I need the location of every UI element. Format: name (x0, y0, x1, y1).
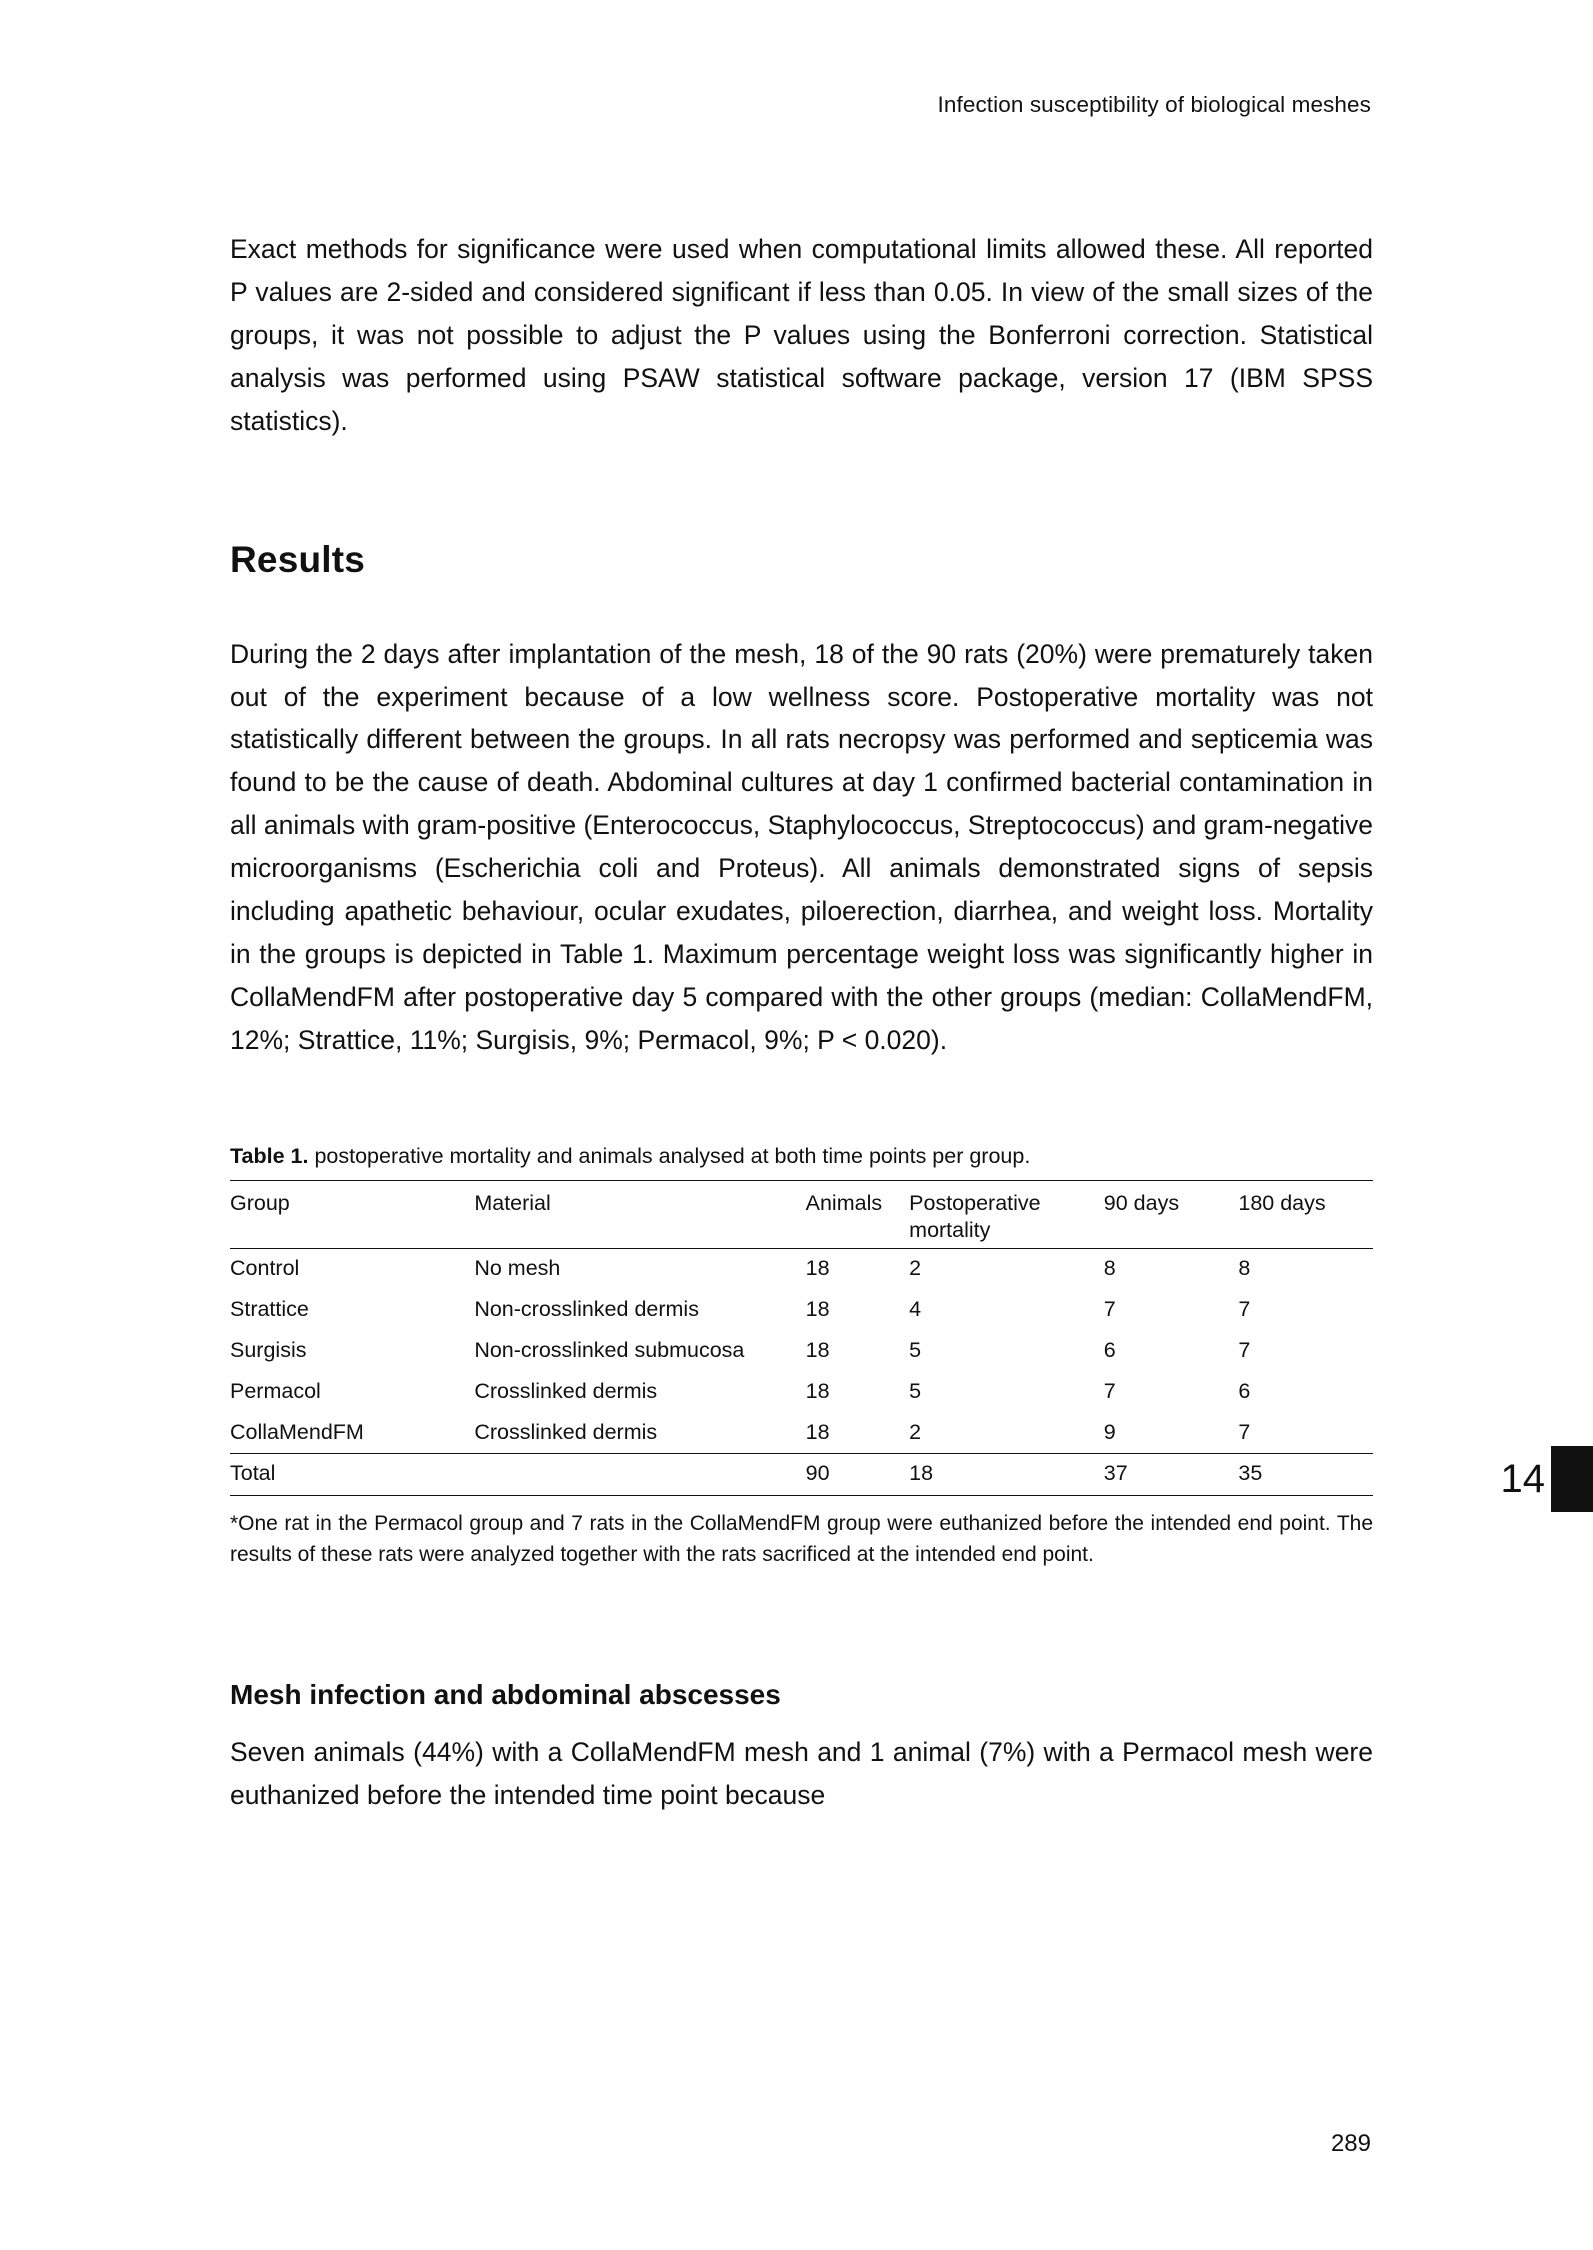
spacer (230, 1711, 1373, 1731)
cell-animals: 18 (806, 1412, 910, 1453)
mortality-table (230, 1180, 1373, 1496)
cell-animals: 18 (805, 1378, 830, 1403)
table-caption-text: postoperative mortality and animals analysed at both time points per group. (308, 1143, 1031, 1168)
chapter-number: 14 (1500, 1457, 1545, 1501)
paragraph-results-body: During the 2 days after implantation of the mesh, 18 of the 90 rats (20%) were prematurely taken out of the experiment because of a low wellness score. Postoperative mortality was not statistically different between the groups. In all rats necropsy was performed and septicemia was found to be the cause of death. Abdominal cultures at day 1 confirmed bacterial contamination in all animals with gram-positive (Enterococcus, Staphylococcus, Streptococcus) and gram-negative microorganisms (Escherichia coli and Proteus). All animals demonstrated signs of sepsis including apathetic behaviour, ocular exudates, piloerection, diarrhea, and weight loss. Mortality in the groups is depicted in Table 1. Maximum percentage weight loss was significantly higher in CollaMendFM after postoperative day 5 compared with the other groups (median: CollaMendFM, 12%; Strattice, 11%; Surgisis, 9%; Permacol, 9%; P < 0.020). (230, 638, 1373, 1055)
cell-180-days: 7 (1238, 1337, 1251, 1362)
table-row (230, 1371, 1373, 1412)
chapter-tab (1483, 1446, 1593, 1512)
cell-group: Permacol (230, 1378, 321, 1403)
cell-90-days: 37 (1104, 1453, 1239, 1495)
spacer (230, 1062, 1373, 1142)
cell-postop: 4 (909, 1297, 922, 1322)
page-content (230, 228, 1373, 1817)
cell-group: CollaMendFM (230, 1412, 474, 1453)
cell-180-days: 8 (1238, 1256, 1251, 1281)
cell-90-days: 7 (1103, 1297, 1116, 1322)
paragraph-methods-tail: Exact methods for significance were used when computational limits allowed these. All reported P values are 2-sided and considered significant if less than 0.05. In view of the small sizes of the groups, it was not possible to adjust the P values using the Bonferroni correction. Statistical analysis was performed using PSAW statistical software package, version 17 (IBM SPSS statistics). (230, 234, 1373, 436)
cell-material: Non-crosslinked submucosa (474, 1337, 745, 1362)
table-row-total (230, 1453, 1373, 1495)
cell-group: Surgisis (230, 1337, 307, 1362)
chapter-tab-marker (1551, 1446, 1593, 1512)
table-footnote: *One rat in the Permacol group and 7 rats in the CollaMendFM group were euthanized before the intended end point. The results of these rats were analyzed together with the rats sacrificed at the intended end point. (230, 1511, 1373, 1567)
th-animals: Animals (806, 1180, 910, 1248)
cell-material: Non-crosslinked dermis (474, 1297, 699, 1322)
cell-90-days: 8 (1103, 1256, 1116, 1281)
table-row (230, 1290, 1373, 1331)
th-group: Group (230, 1180, 474, 1248)
cell-180-days: 35 (1238, 1453, 1373, 1495)
th-material: Material (474, 1180, 805, 1248)
th-90-days: 90 days (1104, 1180, 1239, 1248)
cell-postop: 2 (909, 1256, 922, 1281)
table-1 (230, 1142, 1373, 1571)
table-row (230, 1330, 1373, 1371)
table-row (230, 1412, 1373, 1453)
spacer (230, 443, 1373, 539)
cell-postop: 5 (909, 1337, 922, 1362)
cell-180-days: 7 (1238, 1297, 1251, 1322)
cell-animals: 18 (805, 1297, 830, 1322)
cell-postop: 18 (909, 1453, 1104, 1495)
table-header-row (230, 1180, 1373, 1248)
cell-material: No mesh (474, 1256, 561, 1281)
cell-180-days: 6 (1238, 1378, 1251, 1403)
cell-postop: 2 (909, 1412, 1104, 1453)
cell-material: Crosslinked dermis (474, 1412, 805, 1453)
section-heading-results: Results (230, 538, 366, 580)
page-number: 289 (1330, 2130, 1371, 2157)
cell-animals: 90 (806, 1453, 910, 1495)
table-row (230, 1248, 1373, 1289)
paragraph-mesh-infection: Seven animals (44%) with a CollaMendFM mesh and 1 animal (7%) with a Permacol mesh were euthanized before the intended time point because (230, 1736, 1373, 1810)
th-postoperative-mortality: Postoperative mortality (909, 1180, 1104, 1248)
cell-90-days: 7 (1103, 1378, 1116, 1403)
spacer (230, 1571, 1373, 1679)
cell-180-days: 7 (1238, 1412, 1373, 1453)
cell-group: Control (230, 1256, 300, 1281)
cell-group: Strattice (230, 1297, 309, 1322)
th-180-days: 180 days (1238, 1180, 1373, 1248)
table-caption-label: Table 1. (230, 1143, 309, 1168)
subheading-mesh-infection: Mesh infection and abdominal abscesses (230, 1678, 781, 1710)
cell-animals: 18 (805, 1256, 830, 1281)
cell-animals: 18 (805, 1337, 830, 1362)
running-head: Infection susceptibility of biological meshes (937, 92, 1371, 117)
cell-90-days: 6 (1103, 1337, 1116, 1362)
cell-group: Total (230, 1453, 474, 1495)
cell-90-days: 9 (1104, 1412, 1239, 1453)
table-caption (230, 1142, 1373, 1171)
spacer (230, 581, 1373, 633)
cell-postop: 5 (909, 1378, 922, 1403)
cell-material: Crosslinked dermis (474, 1378, 658, 1403)
cell-material (474, 1453, 805, 1495)
